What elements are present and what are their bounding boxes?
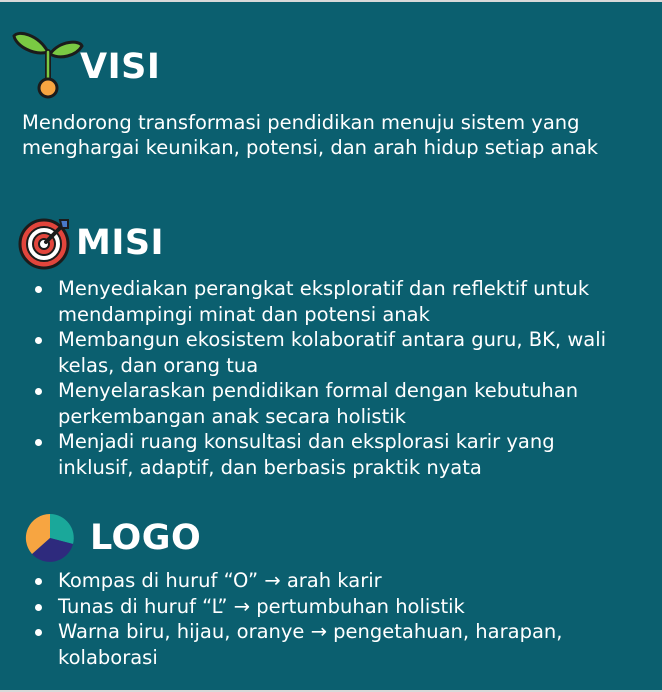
bullet-icon (35, 439, 42, 446)
pie-chart-icon (24, 512, 76, 564)
bullet-icon (35, 578, 42, 585)
bullet-icon (35, 286, 42, 293)
list-item: Tunas di huruf “L” → pertumbuhan holistik (22, 594, 632, 620)
target-icon (18, 216, 72, 270)
bullet-icon (35, 337, 42, 344)
list-item: Menjadi ruang konsultasi dan eksplorasi karir yang inklusif, adaptif, dan berbasis praktik nyata (22, 429, 632, 480)
misi-heading (18, 216, 164, 270)
visi-text: Mendorong transformasi pendidikan menuju sistem yang menghargai keunikan, potensi, dan arah hidup setiap anak (22, 111, 599, 159)
misi-list (22, 276, 632, 480)
list-item: Menyelaraskan pendidikan formal dengan kebutuhan perkembangan anak secara holistik (22, 378, 632, 429)
logo-list (22, 568, 632, 670)
bullet-icon (35, 388, 42, 395)
top-border (0, 0, 662, 2)
logo-title: LOGO (90, 517, 202, 558)
bullet-icon (35, 629, 42, 636)
misi-title: MISI (76, 222, 165, 263)
logo-heading (24, 512, 201, 564)
list-item: Menyediakan perangkat eksploratif dan reflektif untuk mendampingi minat dan potensi anak (22, 276, 632, 327)
visi-heading (10, 28, 160, 100)
list-item: Kompas di huruf “O” → arah karir (22, 568, 632, 594)
list-item: Membangun ekosistem kolaboratif antara guru, BK, wali kelas, dan orang tua (22, 327, 632, 378)
list-item: Warna biru, hijau, oranye → pengetahuan, harapan, kolaborasi (22, 619, 632, 670)
visi-title: VISI (80, 46, 161, 87)
sprout-icon (10, 28, 86, 100)
bullet-icon (35, 604, 42, 611)
